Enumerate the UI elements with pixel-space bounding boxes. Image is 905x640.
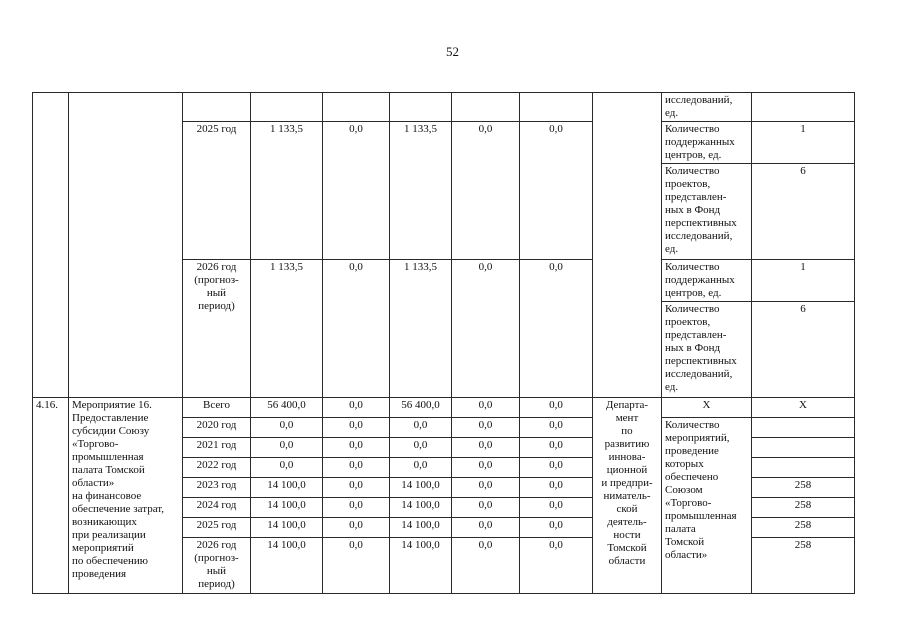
value-cell: 0,0	[251, 458, 323, 478]
period-cell: 2023 год	[183, 478, 251, 498]
value-cell: 0,0	[520, 458, 593, 478]
period-cell	[183, 93, 251, 122]
period-cell: 2025 год	[183, 518, 251, 538]
value-cell: 0,0	[520, 260, 593, 398]
indicator-cell: Количество проектов, представлен- ных в Фонд перспективных исследований, ед.	[662, 164, 752, 260]
period-cell: Всего	[183, 398, 251, 418]
value-cell: 14 100,0	[390, 498, 452, 518]
value-cell: 0,0	[390, 438, 452, 458]
value-cell: 0,0	[251, 418, 323, 438]
value-cell: 1 133,5	[251, 260, 323, 398]
indicator-value-cell: 258	[752, 478, 855, 498]
period-cell: 2025 год	[183, 122, 251, 260]
value-cell: 0,0	[323, 458, 390, 478]
indicator-cell: Количество поддержанных центров, ед.	[662, 122, 752, 164]
value-cell: 14 100,0	[251, 478, 323, 498]
value-cell: 0,0	[323, 398, 390, 418]
value-cell: 0,0	[323, 122, 390, 260]
value-cell: 56 400,0	[251, 398, 323, 418]
table-row	[33, 398, 855, 418]
value-cell: 0,0	[390, 458, 452, 478]
value-cell: 0,0	[323, 478, 390, 498]
indicator-value-cell: 1	[752, 122, 855, 164]
value-cell: 1 133,5	[390, 122, 452, 260]
executor-cell: Департа- мент по развитию иннова- ционной и предпри- ниматель- ской деятель- ности Томской области	[593, 398, 662, 594]
value-cell: 0,0	[520, 438, 593, 458]
period-cell: 2020 год	[183, 418, 251, 438]
value-cell: 1 133,5	[251, 122, 323, 260]
value-cell: 0,0	[452, 518, 520, 538]
value-cell: 56 400,0	[390, 398, 452, 418]
indicator-value-cell: 6	[752, 302, 855, 398]
period-cell: 2022 год	[183, 458, 251, 478]
name-cell-empty	[69, 93, 183, 398]
indicator-value-cell	[752, 418, 855, 438]
value-cell: 14 100,0	[390, 478, 452, 498]
value-cell: 0,0	[323, 418, 390, 438]
value-cell: 0,0	[323, 538, 390, 594]
value-cell: 0,0	[323, 260, 390, 398]
value-cell: 14 100,0	[390, 538, 452, 594]
indicator-value-cell: X	[752, 398, 855, 418]
value-cell: 0,0	[520, 122, 593, 260]
period-cell: 2026 год (прогноз- ный период)	[183, 260, 251, 398]
page-number: 52	[446, 44, 459, 59]
indicator-cell: Количество поддержанных центров, ед.	[662, 260, 752, 302]
value-cell: 0,0	[520, 418, 593, 438]
item-name: Мероприятие 16. Предоставление субсидии Союзу «Торгово- промышленная палата Томской области» на финансовое обеспечение затрат, возникающих при реализации мероприятий по обеспечению проведения	[69, 398, 183, 594]
program-activities-table	[32, 92, 855, 594]
indicator-cell: Количество проектов, представлен- ных в Фонд перспективных исследований, ед.	[662, 302, 752, 398]
value-cell: 14 100,0	[251, 518, 323, 538]
indicator-value-cell: 6	[752, 164, 855, 260]
indicator-value-cell: 1	[752, 260, 855, 302]
period-cell: 2024 год	[183, 498, 251, 518]
value-cell: 0,0	[452, 498, 520, 518]
table-row	[33, 93, 855, 122]
value-cell: 0,0	[452, 438, 520, 458]
indicator-value-cell	[752, 438, 855, 458]
indicator-cell: исследований, ед.	[662, 93, 752, 122]
item-number: 4.16.	[33, 398, 69, 594]
value-cell: 0,0	[452, 398, 520, 418]
value-cell: 0,0	[452, 538, 520, 594]
indicator-cell: X	[662, 398, 752, 418]
period-cell: 2021 год	[183, 438, 251, 458]
period-cell: 2026 год (прогноз- ный период)	[183, 538, 251, 594]
value-cell: 0,0	[251, 438, 323, 458]
indicator-value-cell	[752, 458, 855, 478]
value-cell: 0,0	[452, 478, 520, 498]
value-cell: 0,0	[452, 418, 520, 438]
indicator-value-cell: 258	[752, 518, 855, 538]
value-cell: 14 100,0	[251, 538, 323, 594]
value-cell: 0,0	[520, 538, 593, 594]
indicator-cell: Количество мероприятий, проведение которых обеспечено Союзом «Торгово- промышленная палата Томской области»	[662, 418, 752, 594]
value-cell: 0,0	[323, 518, 390, 538]
value-cell: 0,0	[323, 438, 390, 458]
value-cell: 1 133,5	[390, 260, 452, 398]
value-cell: 0,0	[390, 418, 452, 438]
value-cell: 0,0	[452, 260, 520, 398]
executor-cell-empty	[593, 93, 662, 398]
value-cell: 14 100,0	[390, 518, 452, 538]
indicator-value-cell: 258	[752, 538, 855, 594]
value-cell: 0,0	[452, 122, 520, 260]
value-cell: 0,0	[452, 458, 520, 478]
value-cell: 0,0	[323, 498, 390, 518]
value-cell: 0,0	[520, 518, 593, 538]
value-cell: 0,0	[520, 398, 593, 418]
number-cell-empty	[33, 93, 69, 398]
value-cell: 0,0	[520, 498, 593, 518]
value-cell: 14 100,0	[251, 498, 323, 518]
value-cell: 0,0	[520, 478, 593, 498]
indicator-value-cell: 258	[752, 498, 855, 518]
